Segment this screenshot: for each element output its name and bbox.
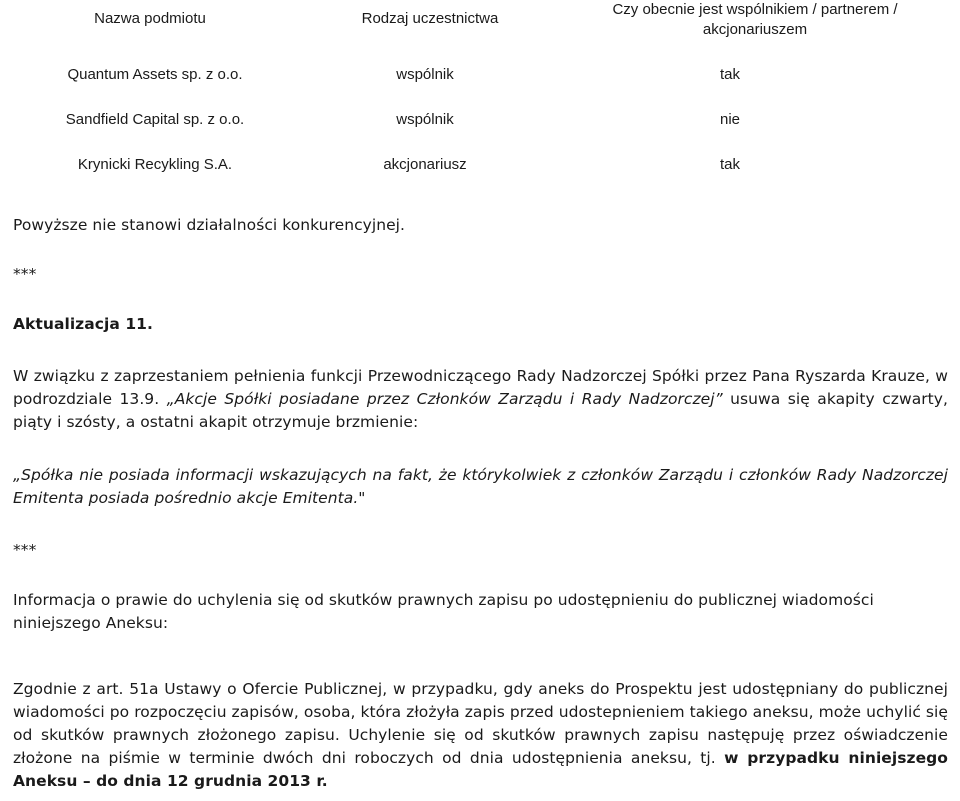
section-separator: *** [13, 265, 37, 283]
update-paragraph-start: W związku z zaprzestaniem pełnienia funkcji Przewodniczącego Rady Nadzorczej Spółki przez Pana Ryszarda Krauze, w podrozdziale 13.9. [13, 367, 948, 408]
rights-body [13, 678, 948, 793]
section-separator: *** [13, 541, 37, 559]
column-header-entity: Nazwa podmiotu [94, 10, 206, 27]
participation-type: wspólnik [396, 66, 454, 83]
participation-type: akcjonariusz [383, 156, 467, 173]
document-body [13, 0, 948, 801]
entity-name: Krynicki Recykling S.A. [77, 156, 233, 173]
update-paragraph-end: usuwa się akapity czwarty, piąty i szósty, a ostatni akapit otrzymuje brzmienie: [13, 390, 948, 431]
rights-deadline: w przypadku niniejszego Aneksu – do dnia 12 grudnia 2013 r. [13, 749, 948, 790]
update-paragraph-italic: „Akcje Spółki posiadane przez Członków Zarządu i Rady Nadzorczej” [166, 390, 723, 408]
update-title: Aktualizacja 11. [13, 315, 153, 333]
current-status: tak [719, 66, 740, 83]
update-paragraph [13, 365, 948, 434]
rights-intro: Informacja o prawie do uchylenia się od skutków prawnych zapisu po udostępnieniu do publicznej wiadomości niniejszego Aneksu: [13, 591, 874, 632]
column-header-participation: Rodzaj uczestnictwa [361, 10, 499, 27]
rights-body-text: Zgodnie z art. 51a Ustawy o Ofercie Publicznej, w przypadku, gdy aneks do Prospektu jest udostępniany do publicznej wiadomości po rozpoczęciu zapisów, osoba, która złożyła zapis przed udostepnieniem takiego aneksu, może uchylić się od skutków prawnych złożonego zapisu. Uchylenie się od skutków prawnych zapisu następuję przez oświadczenie złożone na piśmie w terminie dwóch dni roboczych od dnia udostępnienia aneksu, tj. [13, 680, 948, 767]
current-status: tak [719, 156, 740, 173]
participation-type: wspólnik [396, 111, 454, 128]
quoted-statement: „Spółka nie posiada informacji wskazujących na fakt, że którykolwiek z członków Zarządu i członków Rady Nadzorczej Emitenta posiada pośrednio akcje Emitenta." [13, 466, 948, 507]
current-status: nie [719, 111, 741, 128]
column-header-current-status: Czy obecnie jest wspólnikiem / partnerem / akcjonariuszem [612, 1, 898, 38]
entity-name: Sandfield Capital sp. z o.o. [65, 111, 245, 128]
no-competition-statement: Powyższe nie stanowi działalności konkurencyjnej. [13, 216, 406, 234]
entity-name: Quantum Assets sp. z o.o. [67, 66, 243, 83]
